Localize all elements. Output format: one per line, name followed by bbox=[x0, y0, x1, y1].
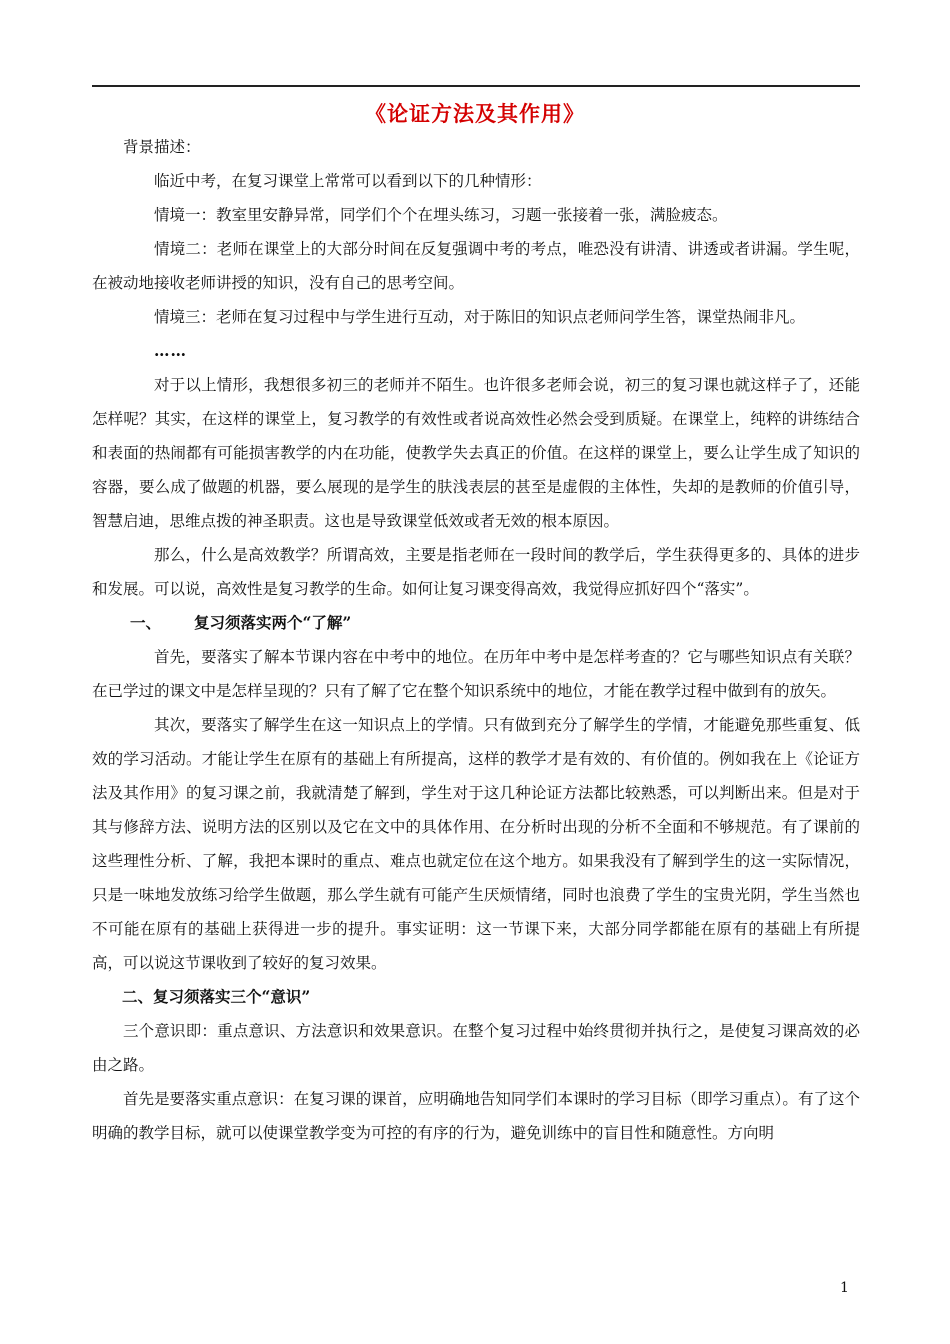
scenario-1: 情境一：教室里安静异常，同学们个个在埋头练习，习题一张接着一张，满脸疲态。 bbox=[154, 206, 728, 224]
section-2-heading: 二、复习须落实三个“意识” bbox=[122, 987, 311, 1006]
header-rule bbox=[92, 85, 860, 87]
paragraph-4: 其次，要落实了解学生在这一知识点上的学情。只有做到充分了解学生的学情，才能避免那些重复、低效的学习活动。才能让学生在原有的基础上有所提高，这样的教学才是有效的、有价值的。例如我在上《论证方法及其作用》的复习课之前，我就清楚了解到，学生对于这几种论证方法都比较熟悉，可以判断出来。但是对于其与修辞方法、说明方法的区别以及它在文中的具体作用、在分析时出现的分析不全面和不够规范。有了课前的这些理性分析、了解，我把本课时的重点、难点也就定位在这个地方。如果我没有了解到学生的这一实际情况，只是一味地发放练习给学生做题，那么学生就有可能产生厌烦情绪，同时也浪费了学生的宝贵光阴，学生当然也不可能在原有的基础上获得进一步的提升。事实证明：这一节课下来，大部分同学都能在原有的基础上有所提高，可以说这节课收到了较好的复习效果。 bbox=[92, 716, 860, 972]
document-body bbox=[92, 130, 860, 1150]
scenario-3: 情境三：老师在复习过程中与学生进行互动，对于陈旧的知识点老师问学生答，课堂热闹非凡。 bbox=[154, 308, 806, 326]
paragraph-2: 那么，什么是高效教学？所谓高效，主要是指老师在一段时间的教学后，学生获得更多的、具体的进步和发展。可以说，高效性是复习教学的生命。如何让复习课变得高效，我觉得应抓好四个“落实”。 bbox=[92, 546, 860, 598]
page-number: 1 bbox=[840, 1280, 849, 1296]
section-1-heading bbox=[92, 606, 860, 640]
intro-paragraph: 临近中考，在复习课堂上常常可以看到以下的几种情形： bbox=[154, 172, 542, 190]
document-title: 《论证方法及其作用》 bbox=[365, 101, 585, 126]
section-1-title: 复习须落实两个“了解” bbox=[194, 613, 352, 632]
section-1-number: 一、 bbox=[130, 613, 162, 632]
paragraph-6: 首先是要落实重点意识：在复习课的课首，应明确地告知同学们本课时的学习目标（即学习重点）。有了这个明确的教学目标，就可以使课堂教学变为可控的有序的行为，避免训练中的盲目性和随意性。方向明 bbox=[92, 1090, 860, 1142]
paragraph-5: 三个意识即：重点意识、方法意识和效果意识。在整个复习过程中始终贯彻并执行之，是使复习课高效的必由之路。 bbox=[92, 1022, 860, 1074]
scenario-2: 情境二：老师在课堂上的大部分时间在反复强调中考的考点，唯恐没有讲清、讲透或者讲漏。学生呢，在被动地接收老师讲授的知识，没有自己的思考空间。 bbox=[92, 240, 860, 292]
paragraph-1: 对于以上情形，我想很多初三的老师并不陌生。也许很多老师会说，初三的复习课也就这样子了，还能怎样呢？其实，在这样的课堂上，复习教学的有效性或者说高效性必然会受到质疑。在课堂上，纯粹的讲练结合和表面的热闹都有可能损害教学的内在功能，使教学失去真正的价值。在这样的课堂上，要么让学生成了知识的容器，要么成了做题的机器，要么展现的是学生的肤浅表层的甚至是虚假的主体性，失却的是教师的价值引导，智慧启迪，思维点拨的神圣职责。这也是导致课堂低效或者无效的根本原因。 bbox=[92, 376, 860, 530]
ellipsis: …… bbox=[154, 341, 187, 360]
paragraph-3: 首先，要落实了解本节课内容在中考中的地位。在历年中考中是怎样考查的？它与哪些知识点有关联？在已学过的课文中是怎样呈现的？只有了解了它在整个知识系统中的地位，才能在教学过程中做到有的放矢。 bbox=[92, 648, 860, 700]
background-label: 背景描述： bbox=[123, 138, 201, 156]
